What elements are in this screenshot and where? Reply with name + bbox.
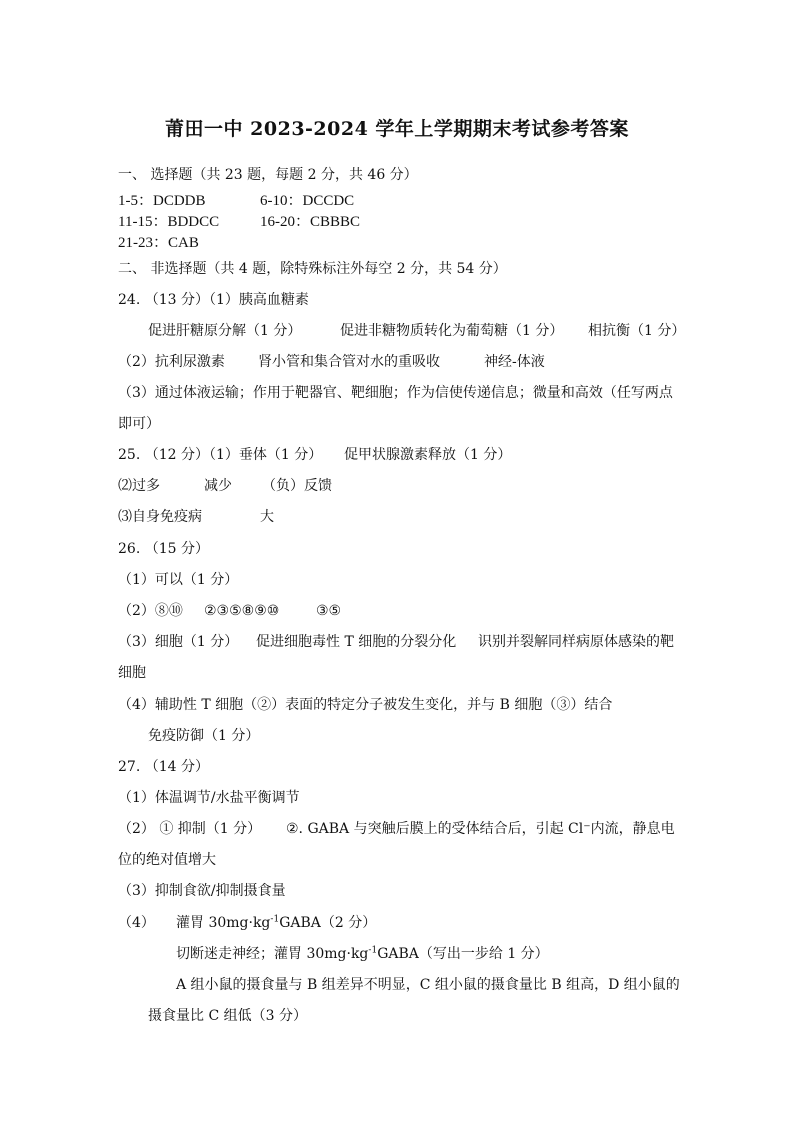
section1-heading: 一、 选择题（共 23 题，每题 2 分，共 46 分） <box>118 167 418 183</box>
q27-part4-label: （4） <box>118 915 155 931</box>
q27-step1-pre: 灌胃 30mg·kg <box>176 915 271 931</box>
q27-part1: （1）体温调节/水盐平衡调节 <box>118 790 300 806</box>
q24-part2-a: （2）抗利尿激素 <box>118 354 225 370</box>
q27-part2-b: ②. GABA 与突触后膜上的受体结合后，引起 Cl⁻内流，静息电 <box>286 821 675 837</box>
q27-part2-cont: 位的绝对值增大 <box>118 852 216 868</box>
q27-part4-step1 <box>176 913 376 933</box>
page-title: 莆田一中 2023-2024 学年上学期期末考试参考答案 <box>165 118 629 140</box>
q24-part2-b: 肾小管和集合管对水的重吸收 <box>258 354 440 370</box>
q26-part4-cont: 免疫防御（1 分） <box>148 728 260 744</box>
mc-answers-16-20: 16-20：CBBBC <box>260 214 361 230</box>
q27-line1: 27. （14 分） <box>118 759 209 775</box>
q25-part3-a: ⑶自身免疫病 <box>118 509 202 525</box>
q26-part4: （4）辅助性 T 细胞（②）表面的特定分子被发生变化，并与 B 细胞（③）结合 <box>118 697 613 713</box>
q27-part3: （3）抑制食欲/抑制摄食量 <box>118 883 286 899</box>
q25-part2-c: （负）反馈 <box>262 478 332 494</box>
mc-answers-11-15: 11-15：BDDCC <box>118 214 220 230</box>
q26-part3-a: （3）细胞（1 分） <box>118 634 239 650</box>
q26-part1: （1）可以（1 分） <box>118 572 239 588</box>
q27-step2-pre: 切断迷走神经；灌胃 30mg·kg <box>176 946 369 962</box>
q24-part2-c: 神经-体液 <box>484 354 545 370</box>
q26-part3-b: 促进细胞毒性 T 细胞的分裂分化 <box>256 634 457 650</box>
q24-answer-c: 相抗衡（1 分） <box>588 323 686 339</box>
section2-heading: 二、 非选择题（共 4 题，除特殊标注外每空 2 分，共 54 分） <box>118 261 507 277</box>
q25-line1-b: 促甲状腺激素释放（1 分） <box>344 447 512 463</box>
q27-part4-result-cont: 摄食量比 C 组低（3 分） <box>148 1008 307 1024</box>
q27-part4-result: A 组小鼠的摄食量与 B 组差异不明显，C 组小鼠的摄食量比 B 组高，D 组小鼠的 <box>176 977 680 993</box>
q27-step2-post: GABA（写出一步给 1 分） <box>377 946 549 962</box>
q27-step1-post: GABA（2 分） <box>279 915 377 931</box>
q27-step2-sup: -1 <box>368 945 378 956</box>
q24-line1: 24. （13 分）（1）胰高血糖素 <box>118 292 309 308</box>
q25-part3-b: 大 <box>260 509 274 525</box>
mc-answers-21-23: 21-23：CAB <box>118 235 199 251</box>
q26-part2-c: ③⑤ <box>316 603 342 619</box>
q26-part3-cont: 细胞 <box>118 665 146 681</box>
q26-part3-c: 识别并裂解同样病原体感染的靶 <box>478 634 674 650</box>
q24-answer-b: 促进非糖物质转化为葡萄糖（1 分） <box>340 323 564 339</box>
q26-line1: 26. （15 分） <box>118 541 209 557</box>
q27-part2-a: （2） ① 抑制（1 分） <box>118 821 262 837</box>
q25-line1-a: 25. （12 分）（1）垂体（1 分） <box>118 447 323 463</box>
q27-step1-sup: -1 <box>270 914 280 925</box>
q24-answer-a: 促进肝糖原分解（1 分） <box>148 323 302 339</box>
mc-answers-1-5: 1-5：DCDDB <box>118 193 206 209</box>
q24-part3: （3）通过体液运输；作用于靶器官、靶细胞；作为信使传递信息；微量和高效（任写两点 <box>118 385 673 401</box>
q25-part2-a: ⑵过多 <box>118 478 160 494</box>
q26-part2-b: ②③⑤⑧⑨⑩ <box>204 603 280 619</box>
mc-answers-6-10: 6-10：DCCDC <box>260 193 355 209</box>
q27-part4-step2 <box>176 944 549 964</box>
q24-part3-cont: 即可） <box>118 416 160 432</box>
q26-part2-a: （2）⑧⑩ <box>118 603 183 619</box>
q25-part2-b: 减少 <box>204 478 232 494</box>
